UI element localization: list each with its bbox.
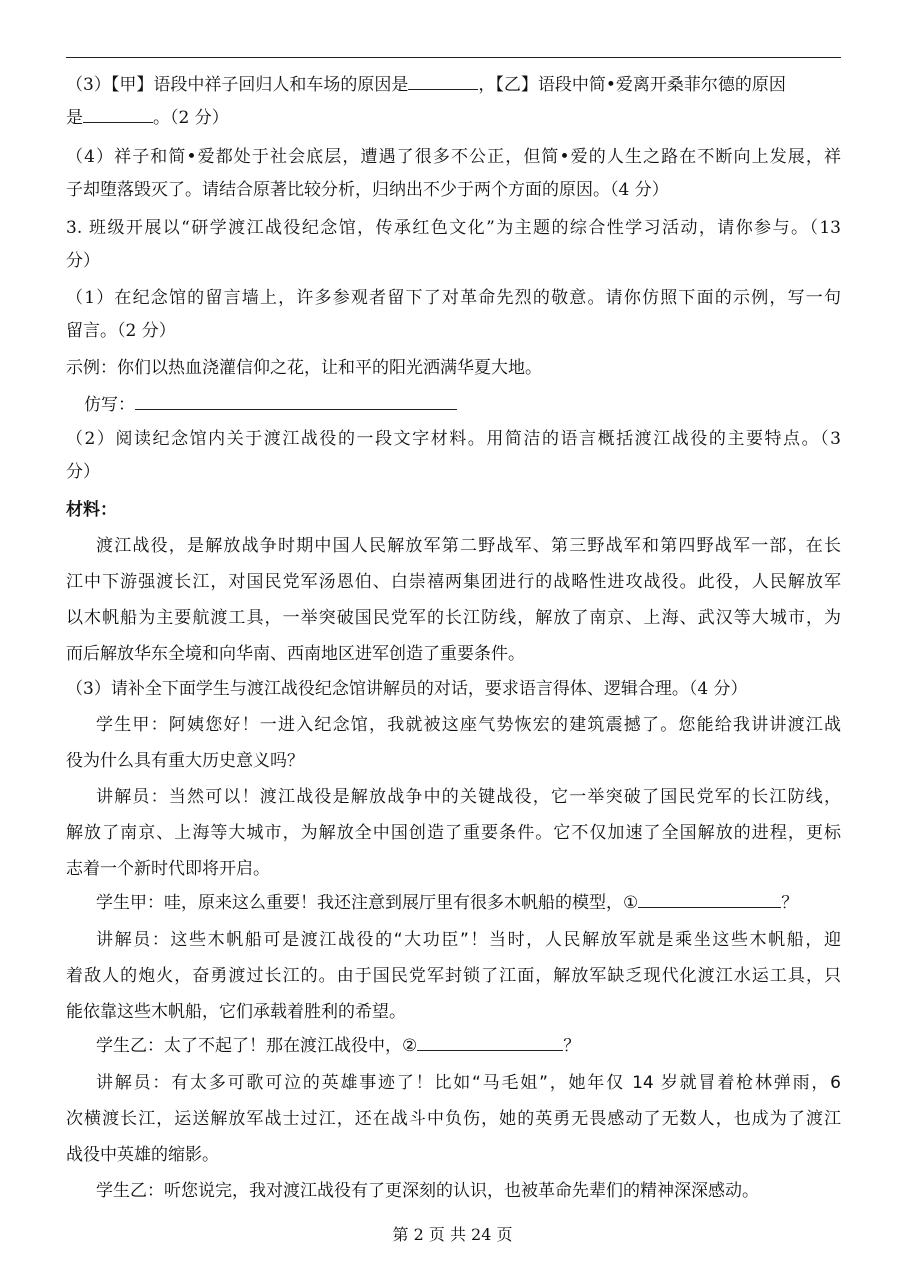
dialogue-answer-blank-2[interactable] <box>417 1034 563 1051</box>
dialogue-line-blank-2: 学生乙：太了不起了！那在渡江战役中，② ？ <box>96 1036 581 1056</box>
dialogue-line: 讲解员：有太多可歌可泣的英雄事迹了！比如“马毛姐”，她年仅 14 岁就冒着枪林弹雨，6 <box>96 1073 841 1093</box>
material-heading: 材料： <box>66 500 117 520</box>
q3-2-line1: （2）阅读纪念馆内关于渡江战役的一段文字材料。用简洁的语言概括渡江战役的主要特点。（3 <box>66 429 841 449</box>
material-line: 江中下游强渡长江，对国民党军汤恩伯、白崇禧两集团进行的战略性进攻战役。此役，人民解放军 <box>66 572 841 592</box>
q2-4-line1: （4）祥子和简•爱都处于社会底层，遭遇了很多不公正，但简•爱的人生之路在不断向上发展，祥 <box>66 147 841 167</box>
header-rule <box>66 57 841 58</box>
q3-2-line2: 分） <box>66 462 100 482</box>
q2-3-line2: 是 。（2 分） <box>66 108 229 128</box>
q2-3-line1: （3）【甲】语段中祥子回归人和车场的原因是 ，【乙】语段中简•爱离开桑菲尔德的原因 <box>66 75 786 95</box>
dialogue-line: 能依靠这些木帆船，它们承载着胜利的希望。 <box>66 1002 406 1022</box>
q2-4-line2: 子却堕落毁灭了。请结合原著比较分析，归纳出不少于两个方面的原因。（4 分） <box>66 180 669 200</box>
imitate-answer-blank[interactable] <box>135 393 457 410</box>
dialogue-line: 着敌人的炮火，奋勇渡过长江的。由于国民党军封锁了江面，解放军缺乏现代化渡江水运工具，只 <box>66 966 841 986</box>
answer-blank[interactable] <box>408 73 478 90</box>
dialogue-line: 志着一个新时代即将开启。 <box>66 859 270 879</box>
dialogue-line: 学生乙：听您说完，我对渡江战役有了更深刻的认识，也被革命先辈们的精神深深感动。 <box>96 1181 759 1201</box>
q3-1-imitate: 仿写： <box>84 393 859 417</box>
dialogue-line: 战役中英雄的缩影。 <box>66 1145 219 1165</box>
dialogue-line: 次横渡长江，运送解放军战士过江，还在战斗中负伤，她的英勇无畏感动了无数人，也成为了渡江 <box>66 1109 841 1129</box>
dialogue-line: 学生甲：阿姨您好！一进入纪念馆，我就被这座气势恢宏的建筑震撼了。您能给我讲讲渡江战 <box>96 715 841 735</box>
q3-1-example: 示例：你们以热血浇灌信仰之花，让和平的阳光洒满华夏大地。 <box>66 358 542 378</box>
q3-1-line2: 留言。（2 分） <box>66 321 176 341</box>
dialogue-line: 讲解员：当然可以！渡江战役是解放战争中的关键战役，它一举突破了国民党军的长江防线， <box>96 787 841 807</box>
material-line: 渡江战役，是解放战争时期中国人民解放军第二野战军、第三野战军和第四野战军一部，在长 <box>96 536 841 556</box>
q3-1-line1: （1）在纪念馆的留言墙上，许多参观者留下了对革命先烈的敬意。请你仿照下面的示例，写一句 <box>66 288 841 308</box>
q3-3-prompt: （3）请补全下面学生与渡江战役纪念馆讲解员的对话，要求语言得体、逻辑合理。（4 分） <box>66 679 748 699</box>
answer-blank[interactable] <box>83 106 153 123</box>
material-line: 而后解放华东全境和向华南、西南地区进军创造了重要条件。 <box>66 644 525 664</box>
page-footer: 第 2 页 共 24 页 <box>392 1225 513 1244</box>
dialogue-line: 讲解员：这些木帆船可是渡江战役的“大功臣”！当时，人民解放军就是乘坐这些木帆船，迎 <box>96 930 841 950</box>
q3-line2: 分） <box>66 251 100 271</box>
q3-line1: 3. 班级开展以“研学渡江战役纪念馆，传承红色文化”为主题的综合性学习活动，请你参与。（13 <box>66 218 841 238</box>
dialogue-line: 解放了南京、上海等大城市，为解放全中国创造了重要条件。它不仅加速了全国解放的进程，更标 <box>66 823 841 843</box>
dialogue-line-blank-1: 学生甲：哇，原来这么重要！我还注意到展厅里有很多木帆船的模型，① ？ <box>96 893 799 913</box>
dialogue-answer-blank-1[interactable] <box>638 891 781 908</box>
dialogue-line: 役为什么具有重大历史意义吗？ <box>66 751 304 771</box>
material-line: 以木帆船为主要航渡工具，一举突破国民党军的长江防线，解放了南京、上海、武汉等大城市，为 <box>66 608 841 628</box>
